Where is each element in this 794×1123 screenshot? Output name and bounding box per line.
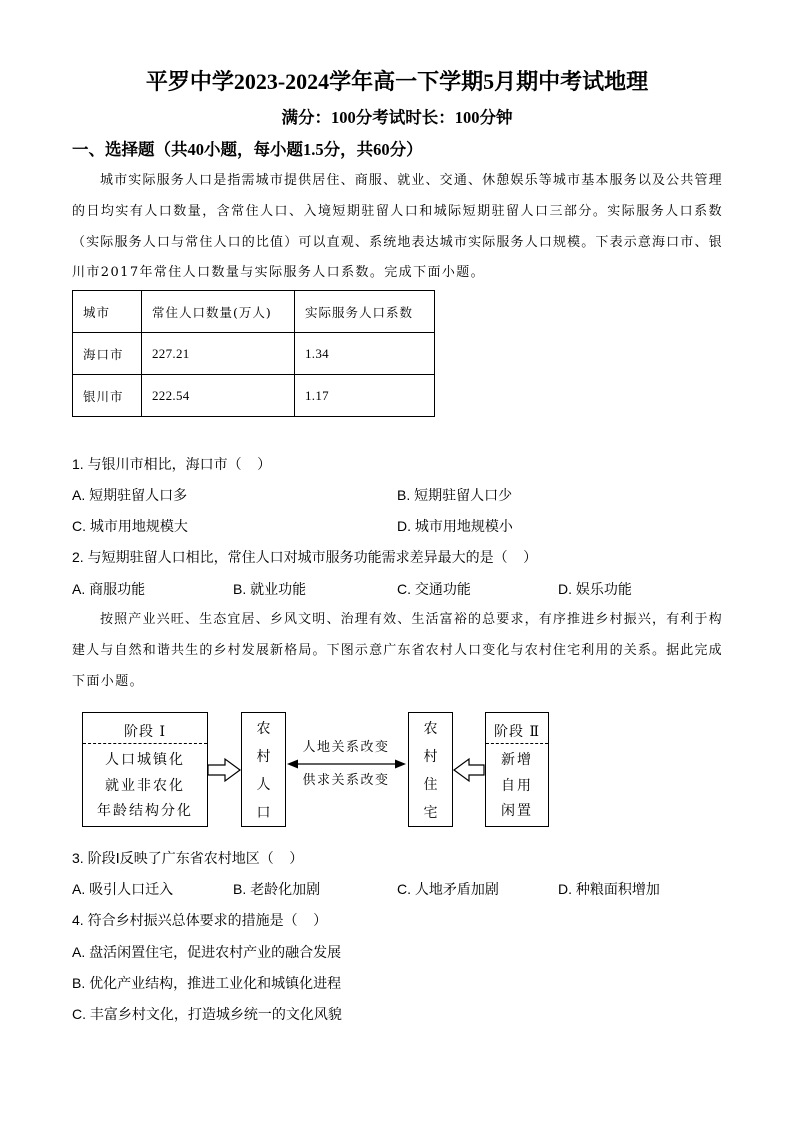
option-a: A. 盘活闲置住宅，促进农村产业的融合发展 — [72, 944, 342, 960]
section-heading: 一、选择题（共40小题，每小题1.5分，共60分） — [72, 140, 423, 159]
diagram-arrows — [200, 700, 500, 840]
question-stem: 1. 与银川市相比，海口市（ ） — [72, 456, 272, 472]
table-row — [73, 333, 435, 375]
stage-2-item: 闲置 — [501, 803, 533, 819]
passage-line: 城市实际服务人口是指需城市提供居住、商服、就业、交通、休憩娱乐等城市基本服务以及公共管理 — [100, 173, 722, 188]
stage-1-title: 阶段 Ⅰ — [124, 724, 166, 740]
table-header-cell: 城市 — [73, 291, 142, 333]
table-header-cell: 常住人口数量(万人) — [142, 291, 295, 333]
rural-housing-label: 农村住宅 — [423, 721, 438, 821]
option-b: B. 优化产业结构，推进工业化和城镇化进程 — [72, 975, 342, 991]
passage-line: 下面小题。 — [72, 674, 145, 689]
option-b: B. 短期驻留人口少 — [397, 487, 513, 503]
option-d: D. 种粮面积增加 — [558, 881, 660, 897]
option-a: A. 商服功能 — [72, 581, 146, 597]
supply-demand-relation-label: 供求关系改变 — [302, 773, 390, 788]
exam-info: 满分：100分考试时长：100分钟 — [281, 108, 513, 127]
option-c: C. 城市用地规模大 — [72, 518, 188, 534]
table-cell-city: 海口市 — [73, 333, 142, 375]
option-c: C. 交通功能 — [397, 581, 471, 597]
stage-2-item: 新增 — [501, 752, 533, 768]
option-d: D. 城市用地规模小 — [397, 518, 513, 534]
passage-line: 的日均实有人口数量，含常住人口、入境短期驻留人口和城际短期驻留人口三部分。实际服务人口系数 — [72, 204, 722, 219]
table-cell-population: 222.54 — [142, 375, 295, 417]
human-land-relation-label: 人地关系改变 — [302, 740, 390, 755]
table-header-cell: 实际服务人口系数 — [295, 291, 435, 333]
table-body — [73, 291, 435, 417]
passage-line: 建人与自然和谐共生的乡村发展新格局。下图示意广东省农村人口变化与农村住宅利用的关系。据此完成 — [72, 643, 722, 658]
table-cell-coefficient: 1.34 — [295, 333, 435, 375]
passage-line: 川市2017年常住人口数量与实际服务人口系数。完成下面小题。 — [72, 265, 486, 280]
table-row — [73, 375, 435, 417]
table-cell-city: 银川市 — [73, 375, 142, 417]
left-arrowhead-icon — [287, 760, 298, 769]
option-d: D. 娱乐功能 — [558, 581, 632, 597]
question-stem: 2. 与短期驻留人口相比，常住人口对城市服务功能需求差异最大的是（ ） — [72, 549, 538, 565]
stage-2-title: 阶段 Ⅱ — [494, 724, 540, 740]
option-a: A. 吸引人口迁入 — [72, 881, 174, 897]
table-cell-coefficient: 1.17 — [295, 375, 435, 417]
stage-2-item: 自用 — [501, 777, 533, 794]
population-table — [72, 290, 435, 417]
right-arrowhead-icon — [395, 760, 406, 769]
stage-1-items — [83, 748, 207, 825]
question-stem: 3. 阶段Ⅰ反映了广东省农村地区（ ） — [72, 850, 304, 866]
table-header-row — [73, 291, 435, 333]
passage-line: 按照产业兴旺、生态宜居、乡风文明、治理有效、生活富裕的总要求，有序推进乡村振兴，有利于构 — [100, 612, 722, 627]
passage-line: （实际服务人口与常住人口的比值）可以直观、系统地表达城市实际服务人口规模。下表示意海口市、银 — [72, 235, 722, 250]
stage-1-item: 年龄结构分化 — [97, 803, 193, 819]
rural-population-label: 农村人口 — [256, 721, 271, 821]
table-cell-population: 227.21 — [142, 333, 295, 375]
left-hollow-arrow-icon — [454, 759, 484, 781]
exam-title: 平罗中学2023-2024学年高一下学期5月期中考试地理 — [145, 69, 649, 94]
option-b: B. 就业功能 — [233, 581, 307, 597]
option-a: A. 短期驻留人口多 — [72, 487, 188, 503]
question-stem: 4. 符合乡村振兴总体要求的措施是（ ） — [72, 912, 328, 928]
option-c: C. 人地矛盾加剧 — [397, 881, 499, 897]
option-c: C. 丰富乡村文化，打造城乡统一的文化风貌 — [72, 1006, 342, 1022]
stage-1-item: 就业非农化 — [105, 777, 185, 794]
right-hollow-arrow-icon — [208, 759, 240, 781]
stage-1-item: 人口城镇化 — [105, 752, 185, 768]
dashed-divider — [83, 743, 207, 744]
option-b: B. 老龄化加剧 — [233, 881, 321, 897]
double-arrow-icon — [287, 760, 406, 769]
stage-1-box — [82, 712, 208, 827]
